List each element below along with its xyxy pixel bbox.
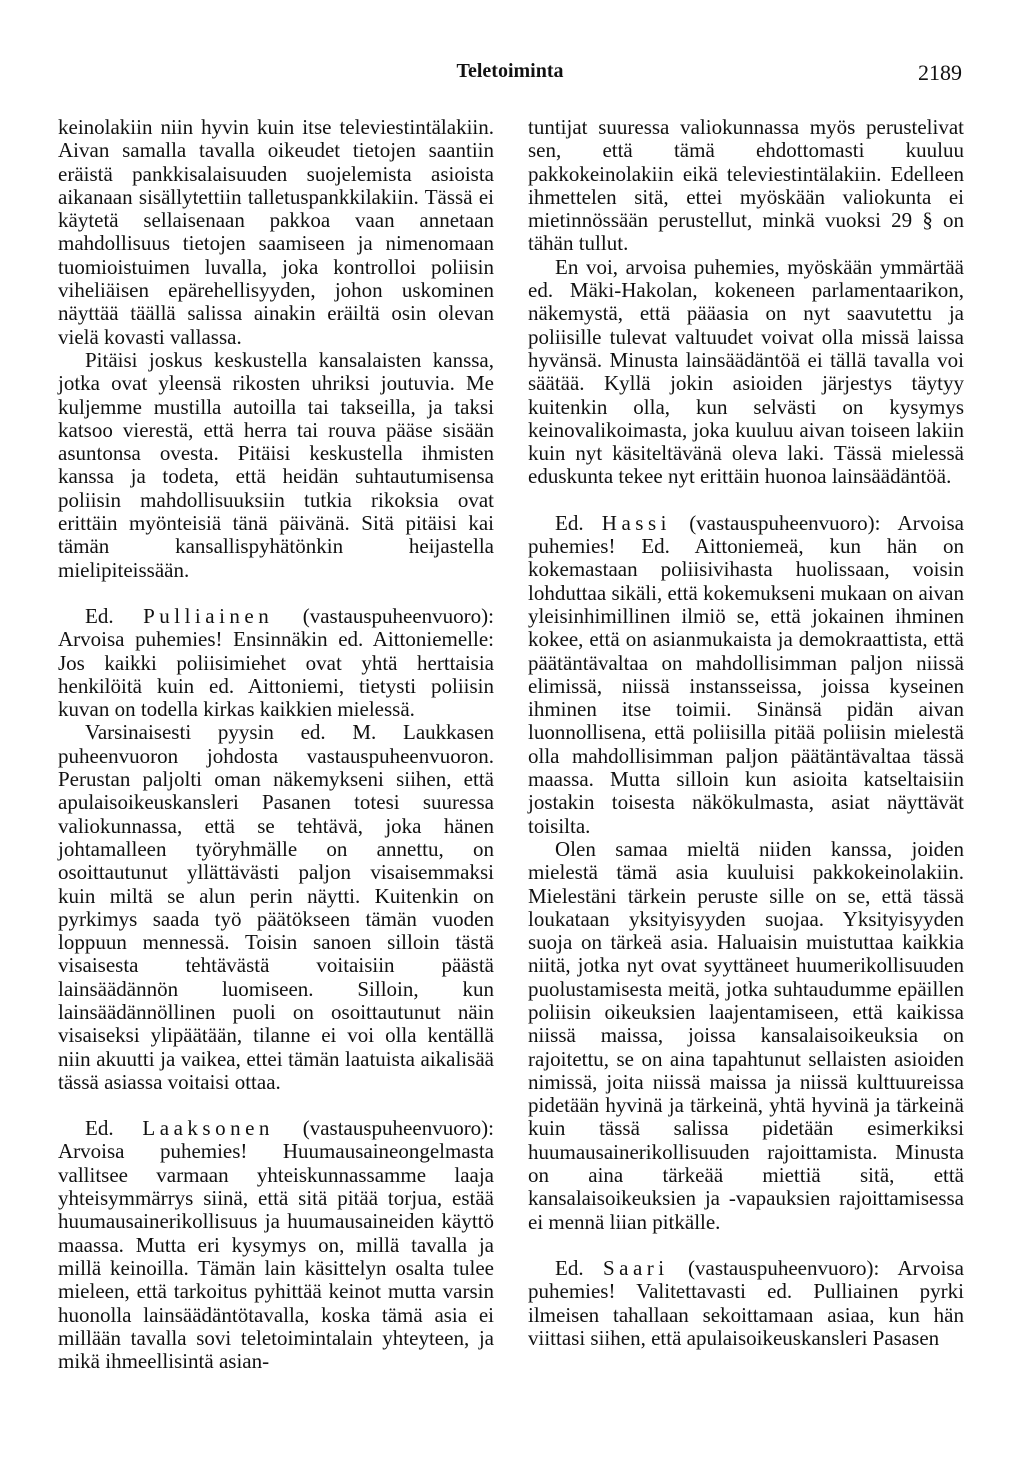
speaker-name: Hassi [601,510,671,535]
speech-text: (vastauspuheenvuoro): Arvoisa puhemies! Huumausaineongelmasta vallitsee varmaan yhteiskunnassamme laaja yhteisymmärrys siinä, että sitä pitää torjua, estää huumausainerikollisuus ja huumausaineiden käyttö maassa. Mutta eri kysymys on, millä tavalla ja millä keinoilla. Tämän lain käsittelyn osalta tulee mieleen, että tarkoitus pyhittää keinot mutta varsin huonolla lainsäädäntötavalla, koska tämä asia ei millään tavalla sovi teletoimintalain yhteyteen, ja mikä ihmeellisintä asian- [58,1116,495,1374]
paragraph: keinolakiin niin hyvin kuin itse televiestintälakiin. Aivan samalla tavalla oikeudet tietojen saantiin eräistä pankkisalaisuuden suojelemista asioista aikanaan sisällytettiin talletuspankkilakiin. Tässä ei käytetä sellaisenaan pakkoa vaan annetaan mahdollisuus tietojen saamiseen ja nimenomaan tuomioistuimen luvalla, joka kontrolloi poliisin viheliäisen epärehellisyyden, johon uskominen näyttää täällä salissa ainakin eräiltä osin olevan vielä kovasti vallassa. [58,115,494,349]
speech-saari [528,1257,964,1350]
speech-text: (vastauspuheenvuoro): Arvoisa puhemies! Valitettavasti ed. Pulliainen pyrki ilmeisen tahallaan sekoittamaan asiaa, kun hän viittasi siihen, että apulaisoikeuskansleri Pasasen [528,1255,965,1350]
speaker-prefix: Ed. [85,1116,114,1141]
speech-laaksonen [58,1117,494,1373]
speaker-prefix: Ed. [85,603,114,628]
speech-hassi [528,512,964,838]
paragraph: Pitäisi joskus keskustella kansalaisten kanssa, jotka ovat yleensä rikosten uhriksi joutuvia. Me kuljemme mustilla autoilla tai takseilla, ja taksi katsoo vierestä, että herra tai rouva pääse sisään asuntonsa ovesta. Pitäisi keskustella ihmisten kanssa ja todeta, että heidän suhtautumisensa poliisin mahdollisuuksiin tutkia rikoksia ovat erittäin myönteisiä tänä päivänä. Sitä pitäisi kai tämän kansallispyhätönkin heijastella mielipiteissään. [58,347,494,582]
speaker-name: Saari [602,1255,669,1280]
paragraph: tuntijat suuressa valiokunnassa myös perustelivat sen, että tämä ehdottomasti kuuluu pakkokeinolakiin eikä televiestintälakiin. Edelleen ihmettelen sitä, ettei myöskään valiokunta ei mietinnössään perustellut, minkä vuoksi 29 § on tähän tullut. [528,115,964,256]
speech-pulliainen [58,605,494,721]
page-header [58,60,962,90]
paragraph: Olen samaa mieltä niiden kanssa, joiden mielestä tämä asia kuuluisi pakkokeinolakiin. Mielestäni tärkein peruste sille on se, että tässä loukataan yksityisyyden suojaa. Yksityisyyden suoja on tärkeä asia. Haluaisin muistuttaa kaikkia niitä, jotka nyt ovat syyttäneet huumerikollisuuden puolustamisesta meitä, jotka suhtaudumme epäillen poliisin oikeuksien laajentamiseen, että kaikissa niissä maissa, joissa kansalaisoikeuksia on rajoitettu, se on aina tapahtunut sellaisten asioiden nimissä, joita niissä maissa ja niissä kulttuureissa pidetään hyvinä ja tärkeinä, yhtä hyvinä ja tärkeinä kuin tässä salissa pidetään esimerkiksi huumausainerikollisuuden rajoittamista. Minusta on aina tärkeää miettiä sitä, että kansalaisoikeuksien ja -vapauksien rajoittamisessa ei mennä liian pitkälle. [528,836,964,1234]
speech-text: (vastauspuheenvuoro): Arvoisa puhemies! Ensinnäkin ed. Aittoniemelle: Jos kaikki poliisimiehet ovat yhtä herttaisia henkilöitä kuin ed. Aittoniemi, tietysti poliisin kuvan on todella kirkas kaikkien mielessä. [58,603,494,722]
speaker-name: Laaksonen [142,1116,274,1141]
left-column [58,116,494,1373]
paragraph: Varsinaisesti pyysin ed. M. Laukkasen puheenvuoron johdosta vastauspuheenvuoron. Perustan paljolti oman näkemykseni siihen, että apulaisoikeuskansleri Pasanen totesi suuressa valiokunnassa, että se tehtävä, joka hänen johtamalleen työryhmälle on annettu, on osoittautunut yllättävästi paljon visaisemmaksi kuin miltä se alun perin näytti. Kuitenkin on pyrkimys saada työ päätökseen tämän vuoden loppuun mennessä. Toisin sanoen silloin tästä visaisesta tehtävästä voitaisiin päästä lainsäädännön luomiseen. Silloin, kun lainsäädännöllinen puoli on osoittautunut näin visaiseksi ylipäätään, tilanne ei voi olla kentällä niin akuutti ja vaikea, ettei tämän laatuista aikalisää tässä asiassa voitaisi ottaa. [58,720,494,1094]
right-column [528,116,964,1350]
speaker-prefix: Ed. [555,510,584,535]
page-number: 2189 [918,60,962,85]
speaker-name: Pulliainen [143,603,274,628]
speaker-prefix: Ed. [555,1255,584,1280]
running-title: Teletoiminta [456,60,564,82]
paragraph: En voi, arvoisa puhemies, myöskään ymmärtää ed. Mäki-Hakolan, kokeneen parlamentaarikon, näkemystä, että pääasia on nyt saavutettu ja poliisille tulevat valtuudet voivat olla missä laissa hyvänsä. Minusta lainsäädäntöä ei tällä tavalla voi säätää. Kyllä jokin asioiden järjestys täytyy kuitenkin olla, kun selvästi on kysymys keinovalikoimasta, joka kuuluu aivan toiseen lakiin kuin nyt käsiteltävänä oleva laki. Tässä mielessä eduskunta tekee nyt erittäin huonoa lainsäädäntöä. [528,254,964,489]
speech-text: (vastauspuheenvuoro): Arvoisa puhemies! Ed. Aittoniemeä, kun hän on kokemastaan poliisivihasta huolissaan, voisin lohduttaa sikäli, että kokemukseni mukaan on aivan yleisinhimillinen ilmiö se, että jokainen ihminen kokee, että on asianmukaista ja demokraattista, että päätäntävaltaa on mahdollisimman paljon niissä elimissä, niissä instansseissa, joissa kyseinen ihminen itse toimii. Sinänsä pidän aivan luonnollisena, että poliisilla pitää poliisin mielestä olla mahdollisimman paljon päätäntävaltaa tässä maassa. Mutta silloin kun asioita katseltaisiin jostakin toisesta näkökulmasta, asiat näyttävät toisilta. [528,510,965,838]
